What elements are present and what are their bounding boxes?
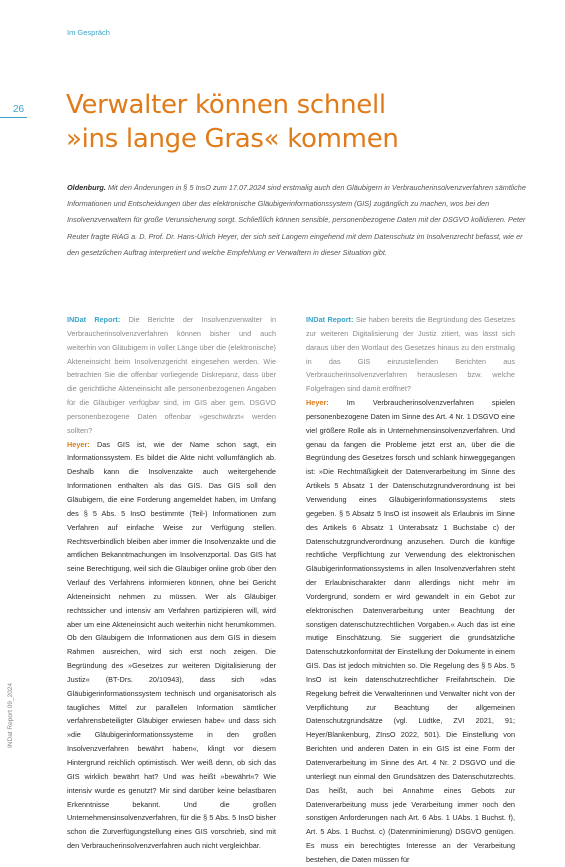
right-column [306,313,515,867]
question-1-label: INDat Report: [67,315,121,324]
page-number-rule [0,117,27,118]
answer-1 [67,438,276,853]
footer-publication: INDat Report 09_2024 [7,682,14,748]
question-1 [67,313,276,438]
article-lead [67,180,527,261]
question-2-text: Sie haben bereits die Begründung des Gesetzes zur weiteren Digitalisierung der Justiz zitiert, was lässt sich daraus über den Wortlaut des Gesetzes hinaus zu den erstmalig in das GIS einzustellenden Berichten aus Verbraucherinsolvenzverfahren herauslesen bzw. welche Folgefragen sind damit eröffnet? [306,315,516,394]
left-column [67,313,276,853]
lead-text: Mit den Änderungen in § 5 InsO zum 17.07.2024 sind erstmalig auch den Gläubigern in Verbraucherinsolvenzverfahren sämtliche Informationen und Entscheidungen über das elektronische Gläubigerinformationssystem (GIS) zugänglich zu machen, wos bei den Insolvenzverwaltern für große Verunsicherung sorgt. Schließlich können sensible, personenbezogene Daten mit der DSGVO kollidieren. Peter Reuter fragte RiAG a. D. Prof. Dr. Hans-Ulrich Heyer, der sich seit Langem eingehend mit dem Datenschutz im Insolvenzrecht befasst, wie er den gesetzlichen Auftrag interpretiert und welche Empfehlung er Verwaltern in dieser Situation gibt. [67,183,526,257]
answer-1-label: Heyer: [67,439,90,449]
article-title-line-2: »ins lange Gras« kommen [66,124,399,154]
answer-2-label: Heyer: [306,398,329,408]
rubric: Im Gespräch [67,28,110,37]
page-number: 26 [13,104,25,115]
question-1-text: Die Berichte der Insolvenzverwalter in Verbraucherinsolvenzverfahren können bisher und auch weiterhin von Gläubigern in voller Länge über die (elektronische) Akteneinsicht beim Insolvenzgericht eingesehen werden. Wie betrachten Sie die offenbar vorliegende Diskrepanz, dass über die gerichtliche Akteneinsicht alle personenbezogenen Angaben für die Gläubiger verfügbar sind, im GIS aber gem. DSGVO personenbezogene Daten offenbar »geschwärzt« werden sollten? [67,315,277,435]
question-2-label: INDat Report: [306,315,354,324]
answer-1-text: Das GIS ist, wie der Name schon sagt, ein Informationssystem. Es bildet die Akte nicht vollumfänglich ab. Deshalb kann die Insolvenzakte auch weitergehende Informationen enthalten als das GIS. Das GIS soll den Gläubigern, die eine Forderung angemeldet haben, im Umfang des § 5 Abs. 5 InsO bestimmte (Teil-) Informationen zum Verfahren auf einfache Weise zur Verfügung stellen. Rechtsverbindlich bleiben aber immer die Insolvenzakte und die amtlichen Bekanntmachungen im Insolvenzportal. Das GIS hat seine Berechtigung, weil sich die Gläubiger online grob über den Verlauf des Verfahrens informieren können, ohne bei Gericht Akteneinsicht nehmen zu müssen. Wer als Gläubiger rechtssicher und intensiv am Verfahren partizipieren will, wird aber um eine Akteneinsicht auch weiterhin nicht herumkommen. Ob den Gläubigern die Informationen aus dem GIS in diesem Rahmen ausreichen, wird sich erst noch zeigen. Die Begründung des »Gesetzes zur weiteren Digitalisierung der Justiz« (BT-Drs. 20/10943), dass sich »das Gläubigerinformationssystem technisch und organisatorisch als taugliches Mittel zur parallelen Information sämtlicher verfahrensbeteiligter Gläubiger erwiesen habe« und dass sich »die Gläubigerinformationssysteme in den großen Insolvenzverfahren bewährt haben«, klingt vor diesem Hintergrund reichlich optimistisch. Wer weiß denn, ob sich das GIS wirklich bewährt hat? Und was heißt »bewährt«? Wie intensiv wurde es genutzt? Mir sind darüber keine belastbaren Erkenntnisse bekannt. Und die großen Unternehmensinsolvenzverfahren, für die § 5 Abs. 5 InsO bisher schon die Zurverfügungstellung eines GIS vorschrieb, sind mit den Verbraucherinsolvenzverfahren auch nicht vergleichbar. [67,439,277,851]
article-title-line-1: Verwalter können schnell [66,90,386,120]
article-title [66,88,536,156]
lead-place: Oldenburg. [67,183,106,192]
answer-2-text: Im Verbraucherinsolvenzverfahren spielen personenbezogene Daten im Sinne des Art. 4 Nr. 1 DSGVO eine viel größere Rolle als in Unternehmensinsolvenzverfahren. Und genau da fangen die Probleme jetzt erst an, über die die Begründung des Gesetzes forsch und schlank hinweggegangen ist: »Die Rechtmäßigkeit der Datenverarbeitung im Sinne des Artikels 5 Absatz 1 der Datenschutzgrundverordnung ist bei Verwendung eines Gläubigerinformationssystems stets gegeben. § 5 Absatz 5 InsO ist insoweit als Erlaubnis im Sinne des Artikels 6 Absatz 1 Unterabsatz 1 Buchstabe c) der Datenschutzgrundverordnung anzusehen. Durch die künftige rechtliche Verpflichtung zur Verwendung des elektronischen Gläubigerinformationssystems in allen Insolvenzverfahren steht der Erlaubnischarakter dann allerdings nicht mehr im Vordergrund, sondern er wird gewandelt in ein Gebot zur elektronischen Datenverarbeitung unter Beachtung der sonstigen datenschutzrechtlichen Vorgaben.« Auch das ist eine mutige Einschätzung. Sie suggeriert die grundsätzliche Datenschutzkonformität der Einstellung der Dokumente in einem GIS. Das ist jedoch mitnichten so. Die Regelung des § 5 Abs. 5 InsO ist kein datenschutzrechtlicher Freifahrtschein. Die Regelung befreit die Verwalterinnen und Verwalter nicht von der Verpflichtung zur Beachtung der allgemeinen Datenschutzgrundsätze (vgl. Lüdtke, ZVI 2021, 91; Heyer/Blankenburg, ZInsO 2022, 501). Die Einstellung von Berichten und anderen Daten in ein GIS ist eine Form der Datenverarbeitung im Sinne des Art. 4 Nr. 2 DSGVO und die unterliegt nun einmal den Grundsätzen des Datenschutzrechts. Das heißt, auch bei Annahme eines Gebots zur Datenverarbeitung muss jede Verarbeitung immer noch den sonstigen Anforderungen nach Art. 6 Abs. 1 UAbs. 1 Buchst. f), Art. 5 Abs. 1 Buchst. c) (Datenminimierung) DSGVO genügen. Es muss ein berechtigtes Interesse an der Verarbeitung bestehen, die Daten müssen für [306,398,515,864]
question-2 [306,313,515,396]
answer-2 [306,396,515,867]
